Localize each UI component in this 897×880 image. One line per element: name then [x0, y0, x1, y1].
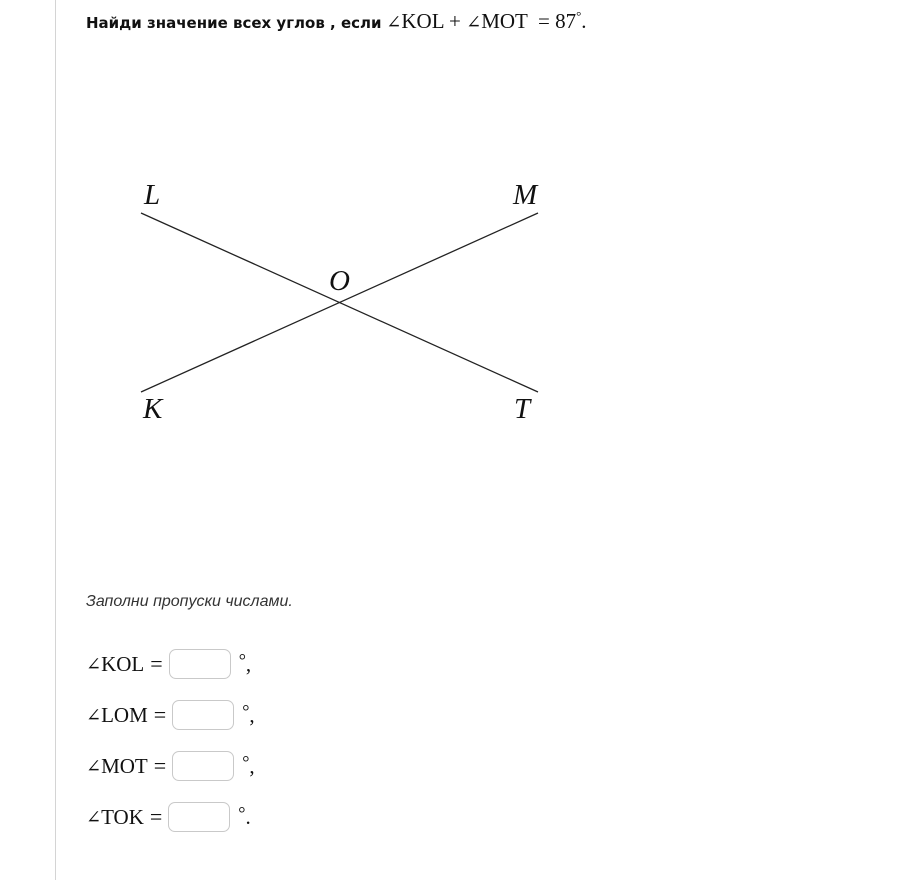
condition-angle-1: KOL: [401, 9, 444, 33]
answer-angle-name: LOM: [101, 702, 148, 727]
degree-sign: °: [238, 649, 246, 670]
condition-value: 87: [555, 9, 577, 33]
degree-sign: °: [576, 8, 582, 23]
point-label-O: O: [329, 265, 350, 297]
angle-symbol: ∠: [466, 12, 482, 33]
angle-kol-input[interactable]: [169, 649, 231, 679]
condition-angle-2: MOT: [481, 9, 528, 33]
degree-sign: °: [242, 751, 250, 772]
angle-symbol: ∠: [386, 12, 402, 33]
angle-lom-input[interactable]: [172, 700, 234, 730]
task-lead-text: Найди значение всех углов , если: [86, 14, 382, 32]
equals-sign: =: [150, 651, 163, 676]
point-label-L: L: [144, 179, 161, 211]
row-punctuation: ,: [245, 651, 252, 676]
angle-symbol: ∠: [86, 704, 102, 726]
answer-row-tok: [86, 801, 251, 833]
instruction-text: Заполни пропуски числами.: [86, 593, 293, 610]
condition-end: .: [581, 9, 587, 33]
answer-angle-name: MOT: [101, 753, 148, 778]
row-punctuation: .: [245, 804, 251, 829]
point-label-M: M: [513, 179, 538, 211]
answer-row-kol: [86, 648, 251, 680]
equals-sign: =: [153, 702, 167, 727]
point-label-K: K: [143, 393, 163, 425]
answer-angle-name: KOL: [101, 651, 145, 676]
angle-symbol: ∠: [86, 806, 102, 828]
angle-symbol: ∠: [86, 755, 102, 777]
answer-angle-name: TOK: [101, 804, 144, 829]
answer-row-lom: [86, 699, 255, 731]
degree-sign: °: [242, 700, 250, 721]
degree-sign: °: [238, 802, 246, 823]
row-punctuation: ,: [249, 702, 255, 727]
equals-sign: =: [153, 753, 167, 778]
angle-mot-input[interactable]: [172, 751, 234, 781]
row-punctuation: ,: [249, 753, 255, 778]
answer-row-mot: [86, 750, 255, 782]
plus-sign: +: [449, 9, 461, 33]
equals-sign: =: [149, 804, 163, 829]
equals-sign: =: [538, 9, 550, 33]
angle-symbol: ∠: [86, 653, 102, 675]
point-label-T: T: [514, 393, 531, 425]
angle-tok-input[interactable]: [168, 802, 230, 832]
